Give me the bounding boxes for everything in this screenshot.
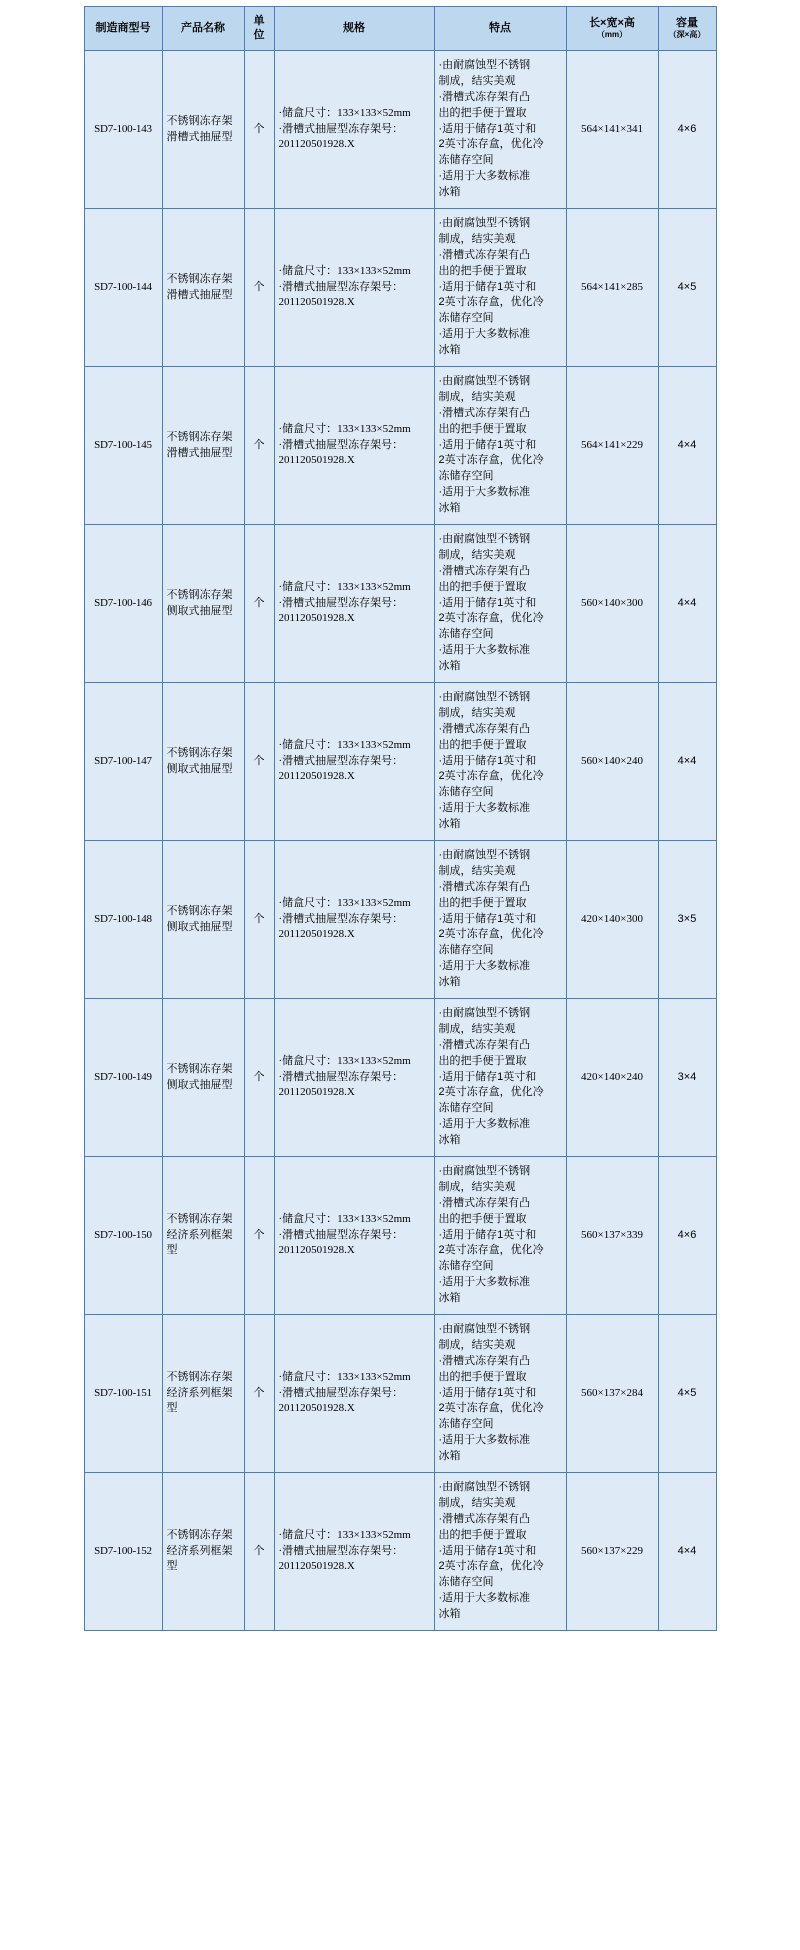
features-line: 冻储存空间 — [438, 1102, 494, 1115]
cell-dimensions: 560×140×240 — [566, 683, 658, 841]
column-header-capacity — [658, 7, 716, 51]
features-line: ·由耐腐蚀型不锈钢 — [438, 216, 531, 229]
cell-capacity: 4×5 — [658, 1315, 716, 1473]
features-line: 2英寸冻存盒，优化冷 — [438, 1560, 544, 1573]
column-header-features — [434, 7, 566, 51]
features-line: ·由耐腐蚀型不锈钢 — [438, 58, 531, 71]
features-line: 冻储存空间 — [438, 786, 494, 799]
cell-unit: 个 — [244, 525, 274, 683]
cell-specification — [274, 999, 434, 1157]
features-line: ·由耐腐蚀型不锈钢 — [438, 1480, 531, 1493]
product-name-line: 不锈钢冻存架 — [166, 746, 233, 759]
cell-model: SD7-100-148 — [84, 841, 162, 999]
cell-capacity: 4×4 — [658, 683, 716, 841]
cell-capacity: 4×4 — [658, 367, 716, 525]
cell-specification — [274, 525, 434, 683]
cell-model: SD7-100-147 — [84, 683, 162, 841]
features-line: ·由耐腐蚀型不锈钢 — [438, 1164, 531, 1177]
features-line: 制成，结实美观 — [438, 864, 516, 877]
features-line: 冰箱 — [438, 1450, 461, 1463]
features-line: ·滑槽式冻存架有凸 — [438, 1512, 531, 1525]
features-line: ·滑槽式冻存架有凸 — [438, 1038, 531, 1051]
product-name-line: 滑槽式抽屉型 — [166, 446, 233, 459]
cell-unit: 个 — [244, 209, 274, 367]
cell-dimensions: 560×137×284 — [566, 1315, 658, 1473]
cell-model: SD7-100-145 — [84, 367, 162, 525]
features-line: ·由耐腐蚀型不锈钢 — [438, 690, 531, 703]
features-line: ·适用于大多数标准 — [438, 170, 531, 183]
features-line: 冰箱 — [438, 502, 461, 515]
cell-features — [434, 683, 566, 841]
cell-dimensions: 560×140×300 — [566, 525, 658, 683]
features-line: 2英寸冻存盒，优化冷 — [438, 928, 544, 941]
specification-line: ·滑槽式抽屉型冻存架号： — [278, 438, 404, 451]
features-line: ·适用于储存1英寸和 — [438, 754, 537, 767]
features-line: 2英寸冻存盒，优化冷 — [438, 1086, 544, 1099]
features-lines — [439, 58, 562, 201]
cell-model: SD7-100-152 — [84, 1473, 162, 1631]
table-row — [84, 1157, 716, 1315]
cell-unit: 个 — [244, 1157, 274, 1315]
features-line: ·适用于大多数标准 — [438, 328, 531, 341]
product-name-line: 型 — [166, 1560, 178, 1573]
cell-features — [434, 367, 566, 525]
features-line: 2英寸冻存盒，优化冷 — [438, 612, 544, 625]
features-line: ·适用于大多数标准 — [438, 802, 531, 815]
features-line: 2英寸冻存盒，优化冷 — [438, 1244, 544, 1257]
features-line: ·由耐腐蚀型不锈钢 — [438, 532, 531, 545]
specification-line: ·储盒尺寸：133×133×52mm — [278, 1212, 411, 1225]
column-header-product-name — [162, 7, 244, 51]
features-line: ·滑槽式冻存架有凸 — [438, 880, 531, 893]
product-name-line: 不锈钢冻存架 — [166, 272, 233, 285]
product-name-lines — [167, 272, 240, 304]
specification-line: ·滑槽式抽屉型冻存架号： — [278, 754, 404, 767]
features-line: 2英寸冻存盒，优化冷 — [438, 454, 544, 467]
specification-line: ·储盒尺寸：133×133×52mm — [278, 738, 411, 751]
product-name-line: 经济系列框架 — [166, 1544, 233, 1557]
product-name-lines — [167, 114, 240, 146]
cell-unit: 个 — [244, 999, 274, 1157]
product-name-line: 不锈钢冻存架 — [166, 588, 233, 601]
specification-line: ·储盒尺寸：133×133×52mm — [278, 1528, 411, 1541]
column-header-unit-label: 单位 — [253, 14, 265, 41]
features-lines — [439, 216, 562, 359]
cell-model: SD7-100-150 — [84, 1157, 162, 1315]
specification-line: ·储盒尺寸：133×133×52mm — [278, 896, 411, 909]
cell-unit: 个 — [244, 367, 274, 525]
column-header-features-label: 特点 — [489, 21, 511, 34]
cell-model: SD7-100-144 — [84, 209, 162, 367]
features-line: 出的把手便于置取 — [438, 1212, 527, 1225]
features-lines — [439, 1322, 562, 1465]
features-lines — [439, 848, 562, 991]
cell-specification — [274, 1157, 434, 1315]
cell-features — [434, 841, 566, 999]
features-line: 2英寸冻存盒，优化冷 — [438, 770, 544, 783]
features-line: 冰箱 — [438, 976, 461, 989]
specification-line: ·储盒尺寸：133×133×52mm — [278, 580, 411, 593]
features-line: 出的把手便于置取 — [438, 422, 527, 435]
product-name-lines — [167, 1528, 240, 1576]
features-lines — [439, 1480, 562, 1623]
features-line: 冻储存空间 — [438, 154, 494, 167]
table-header — [84, 7, 716, 51]
cell-capacity: 4×5 — [658, 209, 716, 367]
specification-lines — [279, 1054, 430, 1102]
header-row — [84, 7, 716, 51]
features-line: 2英寸冻存盒，优化冷 — [438, 138, 544, 151]
features-line: ·适用于大多数标准 — [438, 960, 531, 973]
features-line: ·适用于储存1英寸和 — [438, 122, 537, 135]
cell-features — [434, 525, 566, 683]
product-name-line: 不锈钢冻存架 — [166, 1062, 233, 1075]
features-line: 制成，结实美观 — [438, 390, 516, 403]
cell-unit: 个 — [244, 683, 274, 841]
cell-product-name — [162, 1473, 244, 1631]
features-line: 冰箱 — [438, 660, 461, 673]
table-row — [84, 683, 716, 841]
features-line: ·滑槽式冻存架有凸 — [438, 1196, 531, 1209]
column-header-model — [84, 7, 162, 51]
column-header-model-label: 制造商型号 — [95, 21, 151, 34]
product-spec-table — [84, 6, 717, 1631]
cell-model: SD7-100-149 — [84, 999, 162, 1157]
specification-lines — [279, 896, 430, 944]
specification-line: ·储盒尺寸：133×133×52mm — [278, 106, 411, 119]
cell-product-name — [162, 367, 244, 525]
features-line: ·滑槽式冻存架有凸 — [438, 722, 531, 735]
features-line: 冻储存空间 — [438, 1576, 494, 1589]
specification-line: ·储盒尺寸：133×133×52mm — [278, 1054, 411, 1067]
specification-line: ·储盒尺寸：133×133×52mm — [278, 1370, 411, 1383]
features-line: 冻储存空间 — [438, 1260, 494, 1273]
product-name-line: 经济系列框架 — [166, 1228, 233, 1241]
column-header-specification — [274, 7, 434, 51]
product-name-lines — [167, 904, 240, 936]
features-line: 出的把手便于置取 — [438, 738, 527, 751]
features-line: 冰箱 — [438, 1608, 461, 1621]
cell-capacity: 3×5 — [658, 841, 716, 999]
cell-product-name — [162, 683, 244, 841]
features-line: 冰箱 — [438, 186, 461, 199]
column-header-dimensions-label: 长×宽×高 — [589, 17, 635, 30]
cell-capacity: 4×4 — [658, 1473, 716, 1631]
cell-specification — [274, 1473, 434, 1631]
cell-dimensions: 560×137×339 — [566, 1157, 658, 1315]
features-line: ·适用于储存1英寸和 — [438, 1228, 537, 1241]
cell-product-name — [162, 841, 244, 999]
features-line: 冰箱 — [438, 344, 461, 357]
features-line: 冰箱 — [438, 1292, 461, 1305]
specification-line: ·储盒尺寸：133×133×52mm — [278, 264, 411, 277]
cell-specification — [274, 209, 434, 367]
cell-dimensions: 420×140×240 — [566, 999, 658, 1157]
features-line: 出的把手便于置取 — [438, 896, 527, 909]
cell-product-name — [162, 51, 244, 209]
cell-specification — [274, 367, 434, 525]
product-name-line: 不锈钢冻存架 — [166, 430, 233, 443]
cell-features — [434, 1157, 566, 1315]
cell-model: SD7-100-151 — [84, 1315, 162, 1473]
specification-line: ·滑槽式抽屉型冻存架号： — [278, 596, 404, 609]
features-line: ·适用于大多数标准 — [438, 1276, 531, 1289]
cell-product-name — [162, 1157, 244, 1315]
cell-specification — [274, 683, 434, 841]
product-name-line: 滑槽式抽屉型 — [166, 288, 233, 301]
features-line: ·适用于储存1英寸和 — [438, 438, 537, 451]
specification-line: ·滑槽式抽屉型冻存架号： — [278, 122, 404, 135]
cell-features — [434, 1315, 566, 1473]
cell-features — [434, 209, 566, 367]
specification-lines — [279, 738, 430, 786]
features-line: 制成，结实美观 — [438, 1180, 516, 1193]
features-line: 冻储存空间 — [438, 628, 494, 641]
features-line: ·适用于储存1英寸和 — [438, 596, 537, 609]
cell-dimensions: 564×141×341 — [566, 51, 658, 209]
product-name-line: 滑槽式抽屉型 — [166, 130, 233, 143]
features-line: ·适用于储存1英寸和 — [438, 280, 537, 293]
cell-dimensions: 564×141×285 — [566, 209, 658, 367]
product-name-line: 不锈钢冻存架 — [166, 904, 233, 917]
features-line: ·适用于大多数标准 — [438, 1118, 531, 1131]
specification-line: ·滑槽式抽屉型冻存架号： — [278, 1544, 404, 1557]
product-name-lines — [167, 746, 240, 778]
specification-line: 201120501928.X — [278, 1086, 355, 1099]
specification-line: 201120501928.X — [278, 1402, 355, 1415]
features-line: 制成，结实美观 — [438, 74, 516, 87]
table-row — [84, 1315, 716, 1473]
cell-product-name — [162, 209, 244, 367]
features-line: ·适用于储存1英寸和 — [438, 1544, 537, 1557]
features-line: ·适用于储存1英寸和 — [438, 1070, 537, 1083]
cell-features — [434, 1473, 566, 1631]
features-line: ·由耐腐蚀型不锈钢 — [438, 1006, 531, 1019]
column-header-unit — [244, 7, 274, 51]
features-line: 冻储存空间 — [438, 1418, 494, 1431]
cell-unit: 个 — [244, 1473, 274, 1631]
product-name-lines — [167, 588, 240, 620]
specification-line: ·滑槽式抽屉型冻存架号： — [278, 1070, 404, 1083]
column-header-product-name-label: 产品名称 — [181, 21, 225, 34]
specification-line: ·滑槽式抽屉型冻存架号： — [278, 280, 404, 293]
features-line: 2英寸冻存盒，优化冷 — [438, 296, 544, 309]
product-name-line: 经济系列框架 — [166, 1386, 233, 1399]
specification-line: 201120501928.X — [278, 1560, 355, 1573]
specification-lines — [279, 422, 430, 470]
table-row — [84, 367, 716, 525]
specification-lines — [279, 106, 430, 154]
specification-line: 201120501928.X — [278, 138, 355, 151]
features-line: 2英寸冻存盒，优化冷 — [438, 1402, 544, 1415]
cell-unit: 个 — [244, 841, 274, 999]
specification-line: ·滑槽式抽屉型冻存架号： — [278, 1228, 404, 1241]
column-header-capacity-sub: （深×高） — [668, 29, 706, 39]
specification-line: 201120501928.X — [278, 928, 355, 941]
product-name-line: 不锈钢冻存架 — [166, 1370, 233, 1383]
cell-dimensions: 560×137×229 — [566, 1473, 658, 1631]
specification-line: 201120501928.X — [278, 296, 355, 309]
table-row — [84, 51, 716, 209]
features-line: ·滑槽式冻存架有凸 — [438, 564, 531, 577]
cell-unit: 个 — [244, 51, 274, 209]
product-name-line: 侧取式抽屉型 — [166, 762, 233, 775]
column-header-dimensions-unit: （mm） — [596, 29, 628, 39]
cell-specification — [274, 841, 434, 999]
features-line: ·滑槽式冻存架有凸 — [438, 1354, 531, 1367]
features-line: 冻储存空间 — [438, 944, 494, 957]
product-name-line: 不锈钢冻存架 — [166, 1528, 233, 1541]
product-name-line: 不锈钢冻存架 — [166, 114, 233, 127]
features-line: ·滑槽式冻存架有凸 — [438, 90, 531, 103]
features-line: 出的把手便于置取 — [438, 106, 527, 119]
column-header-dimensions — [566, 7, 658, 51]
table-body — [84, 51, 716, 1631]
features-line: 冻储存空间 — [438, 312, 494, 325]
product-name-lines — [167, 1212, 240, 1260]
product-name-line: 不锈钢冻存架 — [166, 1212, 233, 1225]
product-name-lines — [167, 1370, 240, 1418]
features-line: 制成，结实美观 — [438, 706, 516, 719]
product-name-line: 型 — [166, 1402, 178, 1415]
features-lines — [439, 1006, 562, 1149]
cell-unit: 个 — [244, 1315, 274, 1473]
cell-capacity: 4×6 — [658, 51, 716, 209]
cell-dimensions: 420×140×300 — [566, 841, 658, 999]
product-name-line: 侧取式抽屉型 — [166, 920, 233, 933]
cell-product-name — [162, 525, 244, 683]
features-lines — [439, 532, 562, 675]
features-line: 出的把手便于置取 — [438, 1370, 527, 1383]
product-name-line: 侧取式抽屉型 — [166, 1078, 233, 1091]
features-line: 冰箱 — [438, 818, 461, 831]
table-row — [84, 209, 716, 367]
product-name-lines — [167, 1062, 240, 1094]
features-line: ·由耐腐蚀型不锈钢 — [438, 374, 531, 387]
table-row — [84, 841, 716, 999]
features-line: ·适用于大多数标准 — [438, 644, 531, 657]
features-line: ·滑槽式冻存架有凸 — [438, 248, 531, 261]
cell-specification — [274, 51, 434, 209]
features-line: ·由耐腐蚀型不锈钢 — [438, 848, 531, 861]
product-name-lines — [167, 430, 240, 462]
specification-line: 201120501928.X — [278, 770, 355, 783]
column-header-specification-label: 规格 — [343, 21, 365, 34]
cell-model: SD7-100-143 — [84, 51, 162, 209]
table-row — [84, 999, 716, 1157]
features-line: ·适用于大多数标准 — [438, 1592, 531, 1605]
features-line: 出的把手便于置取 — [438, 264, 527, 277]
specification-lines — [279, 580, 430, 628]
features-line: ·适用于储存1英寸和 — [438, 912, 537, 925]
cell-capacity: 4×6 — [658, 1157, 716, 1315]
specification-line: ·滑槽式抽屉型冻存架号： — [278, 912, 404, 925]
features-lines — [439, 374, 562, 517]
specification-line: 201120501928.X — [278, 612, 355, 625]
features-line: 出的把手便于置取 — [438, 580, 527, 593]
table-row — [84, 1473, 716, 1631]
features-lines — [439, 1164, 562, 1307]
features-line: 制成，结实美观 — [438, 548, 516, 561]
cell-features — [434, 51, 566, 209]
features-line: 出的把手便于置取 — [438, 1528, 527, 1541]
cell-specification — [274, 1315, 434, 1473]
product-name-line: 型 — [166, 1244, 178, 1257]
features-line: ·适用于储存1英寸和 — [438, 1386, 537, 1399]
features-line: 冰箱 — [438, 1134, 461, 1147]
features-line: ·适用于大多数标准 — [438, 486, 531, 499]
cell-features — [434, 999, 566, 1157]
features-line: 制成，结实美观 — [438, 1338, 516, 1351]
specification-lines — [279, 1370, 430, 1418]
features-line: ·由耐腐蚀型不锈钢 — [438, 1322, 531, 1335]
specification-lines — [279, 1212, 430, 1260]
cell-capacity: 3×4 — [658, 999, 716, 1157]
cell-capacity: 4×4 — [658, 525, 716, 683]
cell-dimensions: 564×141×229 — [566, 367, 658, 525]
features-line: 出的把手便于置取 — [438, 1054, 527, 1067]
features-line: ·滑槽式冻存架有凸 — [438, 406, 531, 419]
features-line: 制成，结实美观 — [438, 232, 516, 245]
specification-lines — [279, 264, 430, 312]
features-lines — [439, 690, 562, 833]
cell-product-name — [162, 999, 244, 1157]
features-line: 冻储存空间 — [438, 470, 494, 483]
table-row — [84, 525, 716, 683]
product-name-line: 侧取式抽屉型 — [166, 604, 233, 617]
specification-line: 201120501928.X — [278, 1244, 355, 1257]
cell-model: SD7-100-146 — [84, 525, 162, 683]
features-line: ·适用于大多数标准 — [438, 1434, 531, 1447]
specification-line: ·滑槽式抽屉型冻存架号： — [278, 1386, 404, 1399]
column-header-capacity-label: 容量 — [676, 17, 698, 30]
features-line: 制成，结实美观 — [438, 1496, 516, 1509]
specification-line: 201120501928.X — [278, 454, 355, 467]
specification-lines — [279, 1528, 430, 1576]
features-line: 制成，结实美观 — [438, 1022, 516, 1035]
specification-line: ·储盒尺寸：133×133×52mm — [278, 422, 411, 435]
cell-product-name — [162, 1315, 244, 1473]
